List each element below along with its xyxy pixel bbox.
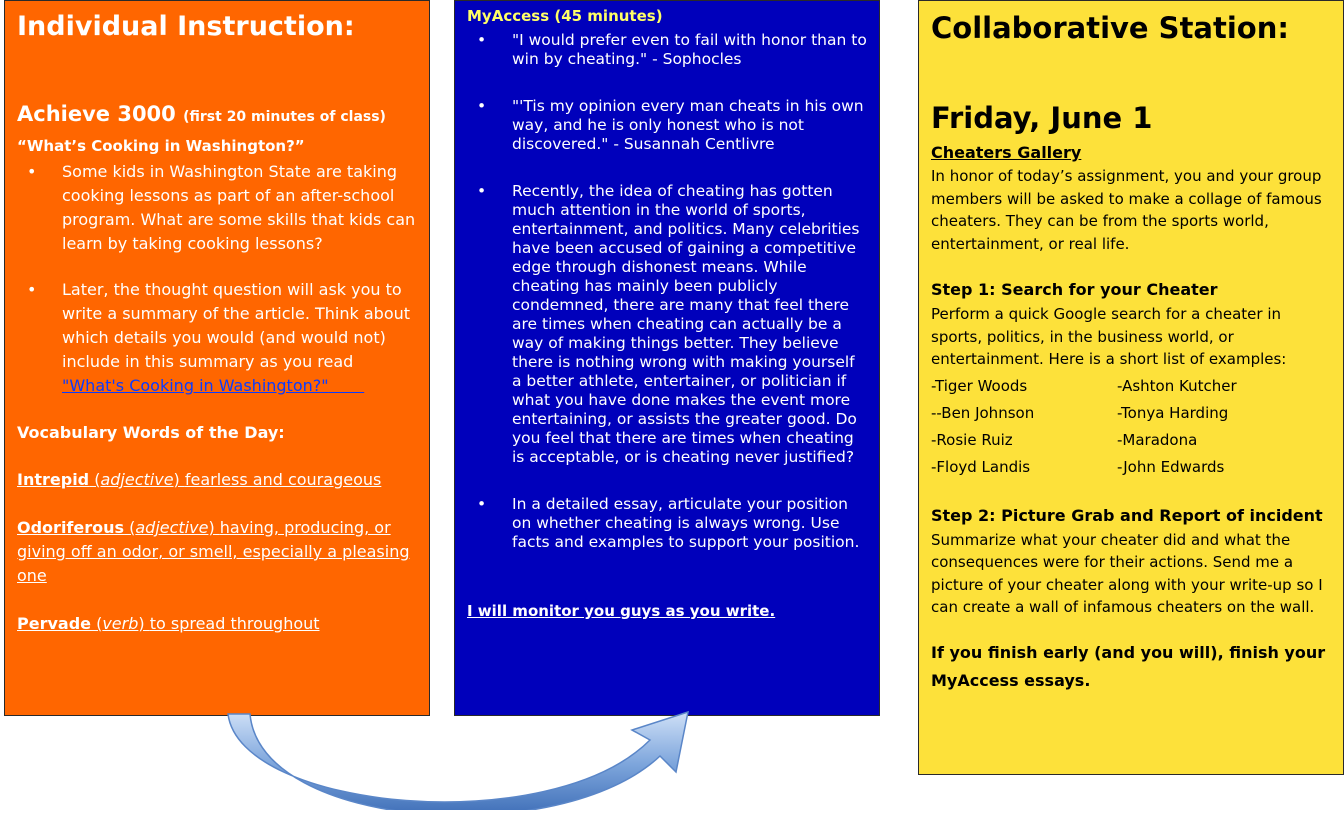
list-item: • In a detailed essay, articulate your position on whether cheating is always wrong. Use facts and examples to support your position.	[467, 495, 867, 552]
list-item: • Some kids in Washington State are taking cooking lessons as part of an after-school program. What are some skills that kids can learn by taking cooking lessons?	[17, 160, 417, 256]
collaborative-station-title: Collaborative Station:	[931, 11, 1289, 45]
step2-text: Summarize what your cheater did and what the consequences were for their actions. Send me a picture of your cheater along with your write-up so I can create a wall of infamous cheaters on the wall.	[931, 530, 1323, 616]
individual-instruction-title: Individual Instruction:	[17, 11, 355, 42]
vocab-heading: Vocabulary Words of the Day:	[17, 423, 285, 442]
step1-heading: Step 1: Search for your Cheater	[931, 280, 1218, 299]
vocab-def: fearless and courageous	[184, 470, 382, 489]
myaccess-heading: MyAccess (45 minutes)	[467, 7, 663, 25]
vocab-item-intrepid: Intrepid (adjective) fearless and courageous	[17, 470, 382, 489]
individual-instruction-panel	[4, 0, 430, 716]
monitor-note: I will monitor you guys as you write.	[467, 602, 776, 620]
cheaters-gallery-heading: Cheaters Gallery	[931, 143, 1082, 162]
achieve-heading	[17, 99, 417, 132]
vocab-def: having, producing, or giving off an odor, or smell, especially a pleasing one	[17, 518, 410, 585]
achieve-label: Achieve 3000	[17, 102, 176, 126]
list-item: -Floyd Landis	[931, 457, 1031, 476]
achieve-note: (first 20 minutes of class)	[183, 109, 386, 125]
gallery-intro: In honor of today’s assignment, you and your group members will be asked to make a collage of famous cheaters. They can be from the sports world, entertainment, or real life.	[931, 167, 1322, 253]
list-item: -Tonya Harding	[1117, 403, 1229, 422]
list-item: • "I would prefer even to fail with honor than to win by cheating." - Sophocles	[467, 31, 867, 69]
vocab-word: Intrepid	[17, 470, 90, 489]
list-item	[17, 278, 417, 398]
bullet-text: Later, the thought question will ask you to write a summary of the article. Think about which details you would (and would not) include in this summary as you read	[62, 280, 411, 371]
vocab-pos: adjective	[100, 470, 174, 489]
article-link-trailer[interactable]	[329, 376, 365, 395]
vocab-word: Pervade	[17, 614, 91, 633]
list-item: --Ben Johnson	[931, 403, 1035, 422]
myaccess-bullets	[467, 31, 867, 552]
article-link[interactable]: "What's Cooking in Washington?"	[62, 376, 329, 395]
collaborative-station-panel	[918, 0, 1344, 775]
vocab-item-pervade: Pervade (verb) to spread throughout	[17, 614, 320, 633]
vocab-pos: adjective	[135, 518, 209, 537]
list-item: -John Edwards	[1117, 457, 1225, 476]
vocab-def: to spread throughout	[149, 614, 320, 633]
station-date: Friday, June 1	[931, 101, 1153, 135]
finish-early-note: If you finish early (and you will), finish your MyAccess essays.	[931, 642, 1326, 690]
vocab-word: Odoriferous	[17, 518, 125, 537]
list-item: -Maradona	[1117, 430, 1198, 449]
curved-arrow-icon	[220, 700, 700, 810]
vocab-item-odoriferous: Odoriferous (adjective) having, producing, or giving off an odor, or smell, especially a pleasing one	[17, 518, 410, 585]
list-item: -Ashton Kutcher	[1117, 376, 1237, 395]
step1-text: Perform a quick Google search for a cheater in sports, politics, in the business world, or entertainment. Here is a short list of examples:	[931, 305, 1287, 368]
list-item: • Recently, the idea of cheating has gotten much attention in the world of sports, entertainment, and politics. Many celebrities have been accused of gaining a competitive edge through dishonest means. While cheating has mainly been publicly condemned, there are many that feel there are times when cheating can actually be a way of making things better. They believe there is nothing wrong with making yourself a better athlete, entertainer, or politician if what you have done makes the event more entertaining, or assists the greater good. Do you feel that there are times when cheating is acceptable, or is cheating never justified?	[467, 182, 867, 467]
list-item: -Rosie Ruiz	[931, 430, 1013, 449]
myaccess-panel	[454, 0, 880, 716]
list-item: • "'Tis my opinion every man cheats in his own way, and he is only honest who is not discovered." - Susannah Centlivre	[467, 97, 867, 154]
vocab-pos: verb	[102, 614, 139, 633]
instruction-bullets	[17, 160, 417, 398]
list-item: -Tiger Woods	[931, 376, 1028, 395]
step2-heading: Step 2: Picture Grab and Report of incident	[931, 505, 1323, 525]
article-question: “What’s Cooking in Washington?”	[17, 137, 305, 155]
cheater-examples	[931, 373, 1331, 481]
